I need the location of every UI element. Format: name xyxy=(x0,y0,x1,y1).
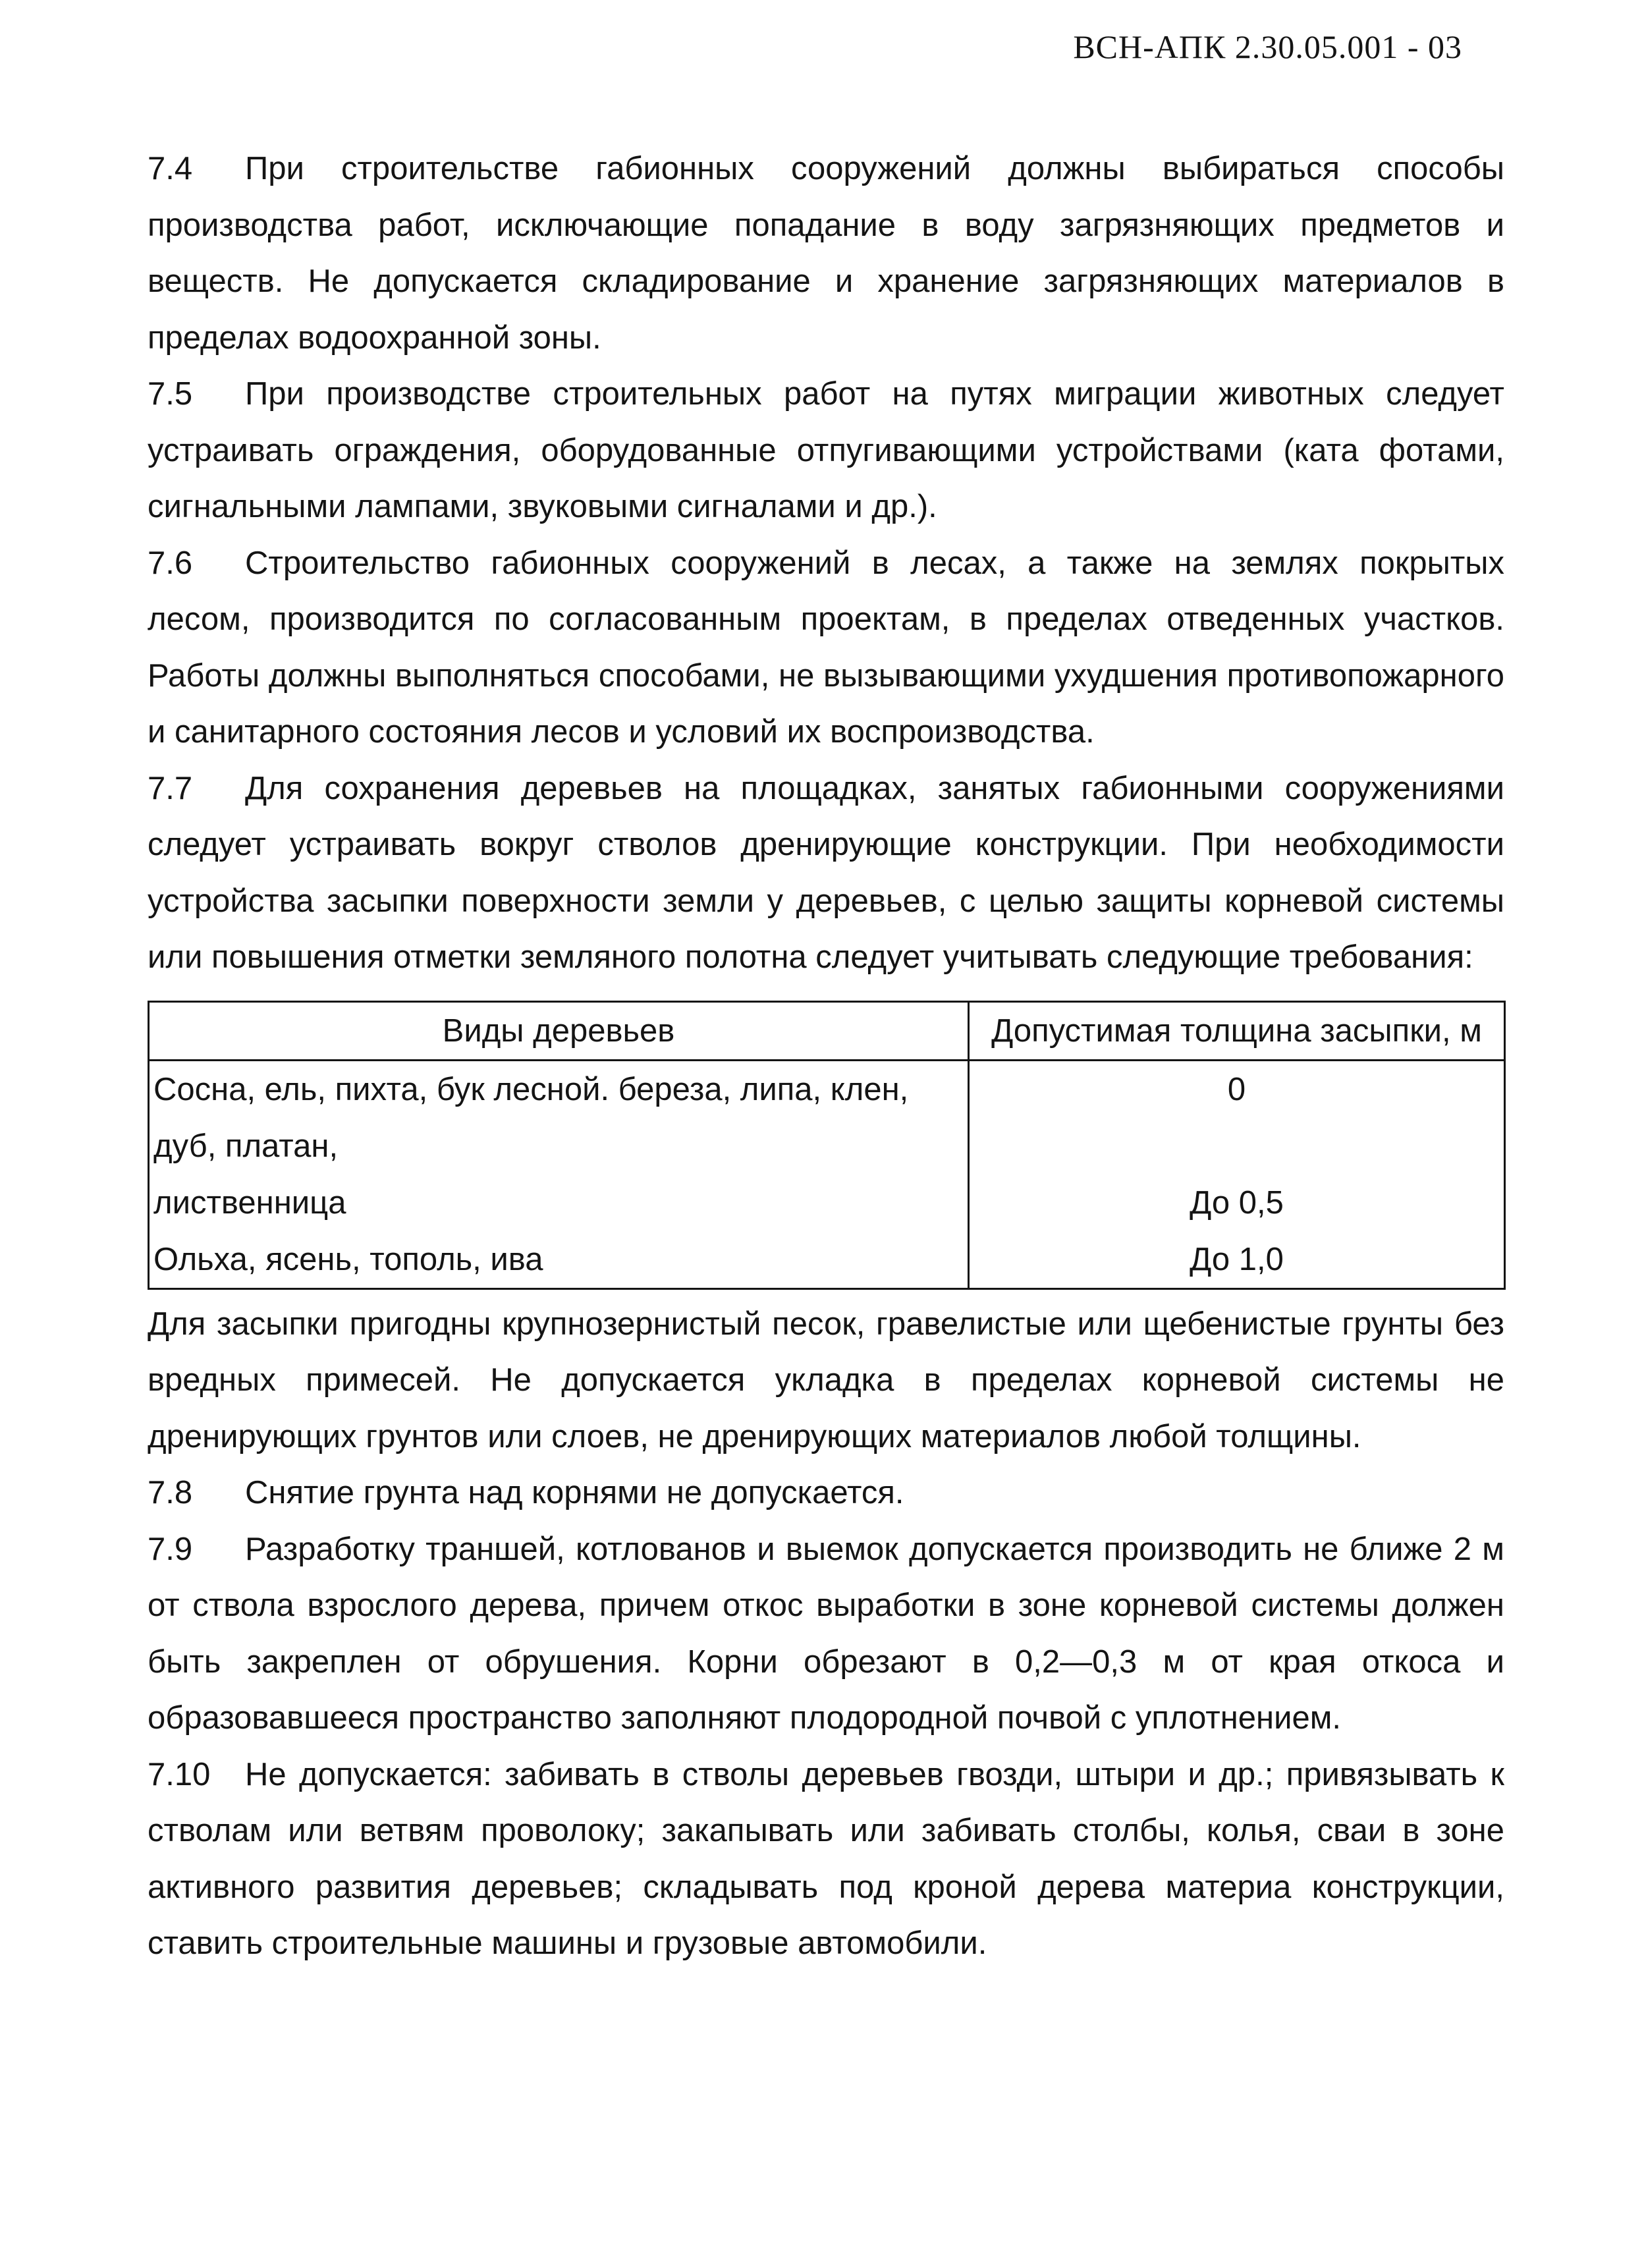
paragraph-7-4 xyxy=(148,141,1504,366)
document-body xyxy=(148,141,1504,1972)
table-row xyxy=(149,1118,1505,1175)
paragraph-text: Для сохранения деревьев на площадках, занятых габионными сооружениями следует устраивать вокруг стволов дренирующие конструкции. При необходимости устройства засыпки поверхности земли у деревьев, с целью защиты корневой системы или повышения отметки земляного полотна следует учитывать следующие требования: xyxy=(148,770,1504,975)
paragraph-text: Снятие грунта над корнями не допускается. xyxy=(245,1475,904,1510)
paragraph-number: 7.7 xyxy=(148,770,193,806)
paragraph-number: 7.9 xyxy=(148,1531,193,1567)
paragraph-number: 7.4 xyxy=(148,151,193,186)
table-cell-thickness: До 1,0 xyxy=(969,1231,1505,1289)
paragraph-7-8 xyxy=(148,1465,1504,1522)
table-header-row xyxy=(149,1001,1505,1060)
paragraph-number: 7.8 xyxy=(148,1475,193,1510)
paragraph-number: 7.6 xyxy=(148,545,193,581)
table-cell-tree-types: лиственница xyxy=(149,1175,969,1231)
paragraph-text: Строительство габионных сооружений в лесах, а также на землях покрытых лесом, производится по согласованным проектам, в пределах отведенных участков. Работы должны выполняться способами, не вызывающими ухудшения противопожарного и санитарного состояния лесов и условий их воспроизводства. xyxy=(148,545,1504,750)
paragraph-text: При производстве строительных работ на путях миграции животных следует устраивать ограждения, оборудованные отпугивающими устройствами (ката фотами, сигнальными лампами, звуковыми сигналами и др.). xyxy=(148,376,1504,524)
paragraph-backfill-note: Для засыпки пригодны крупнозернистый песок, гравелистые или щебенистые грунты без вредных примесей. Не допускается укладка в пределах корневой системы не дренирующих грунтов или слоев, не дренирующих материалов любой толщины. xyxy=(148,1306,1504,1454)
paragraph-7-10 xyxy=(148,1747,1504,1972)
paragraph-7-9 xyxy=(148,1522,1504,1747)
paragraph-7-5 xyxy=(148,366,1504,536)
table-header-tree-types: Виды деревьев xyxy=(149,1001,969,1060)
table-row xyxy=(149,1231,1505,1289)
table-cell-tree-types: Сосна, ель, пихта, бук лесной. береза, липа, клен, xyxy=(149,1060,969,1118)
document-code-header: ВСН-АПК 2.30.05.001 - 03 xyxy=(1073,28,1462,65)
paragraph-number: 7.5 xyxy=(148,376,193,412)
paragraph-text: Не допускается: забивать в стволы деревьев гвозди, штыри и др.; привязывать к стволам или ветвям проволоку; закапывать или забивать столбы, колья, сваи в зоне активного развития деревьев; складывать под кроной дерева материа конструкции, ставить строительные машины и грузовые автомобили. xyxy=(148,1756,1504,1961)
table-cell-tree-types: дуб, платан, xyxy=(149,1118,969,1175)
paragraph-text: Разработку траншей, котлованов и выемок допускается производить не ближе 2 м от ствола взрослого дерева, причем откос выработки в зоне корневой системы должен быть закреплен от обрушения. Корни обрезают в 0,2—0,3 м от края откоса и образовавшееся пространство заполняют плодородной почвой с уплотнением. xyxy=(148,1531,1504,1736)
paragraph-7-6 xyxy=(148,536,1504,761)
table-cell-tree-types: Ольха, ясень, тополь, ива xyxy=(149,1231,969,1289)
table-row xyxy=(149,1175,1505,1231)
table-row xyxy=(149,1060,1505,1118)
paragraph-7-7 xyxy=(148,761,1504,986)
table-header-backfill-thickness: Допустимая толщина засыпки, м xyxy=(969,1001,1505,1060)
paragraph-number: 7.10 xyxy=(148,1756,211,1792)
backfill-thickness-table xyxy=(148,1001,1506,1290)
table-cell-thickness: 0 xyxy=(969,1060,1505,1118)
paragraph-text: При строительстве габионных сооружений должны выбираться способы производства работ, исключающие попадание в воду загрязняющих предметов и веществ. Не допускается складирование и хранение загрязняющих материалов в пределах водоохранной зоны. xyxy=(148,151,1504,356)
table-cell-thickness xyxy=(969,1118,1505,1175)
table-cell-thickness: До 0,5 xyxy=(969,1175,1505,1231)
